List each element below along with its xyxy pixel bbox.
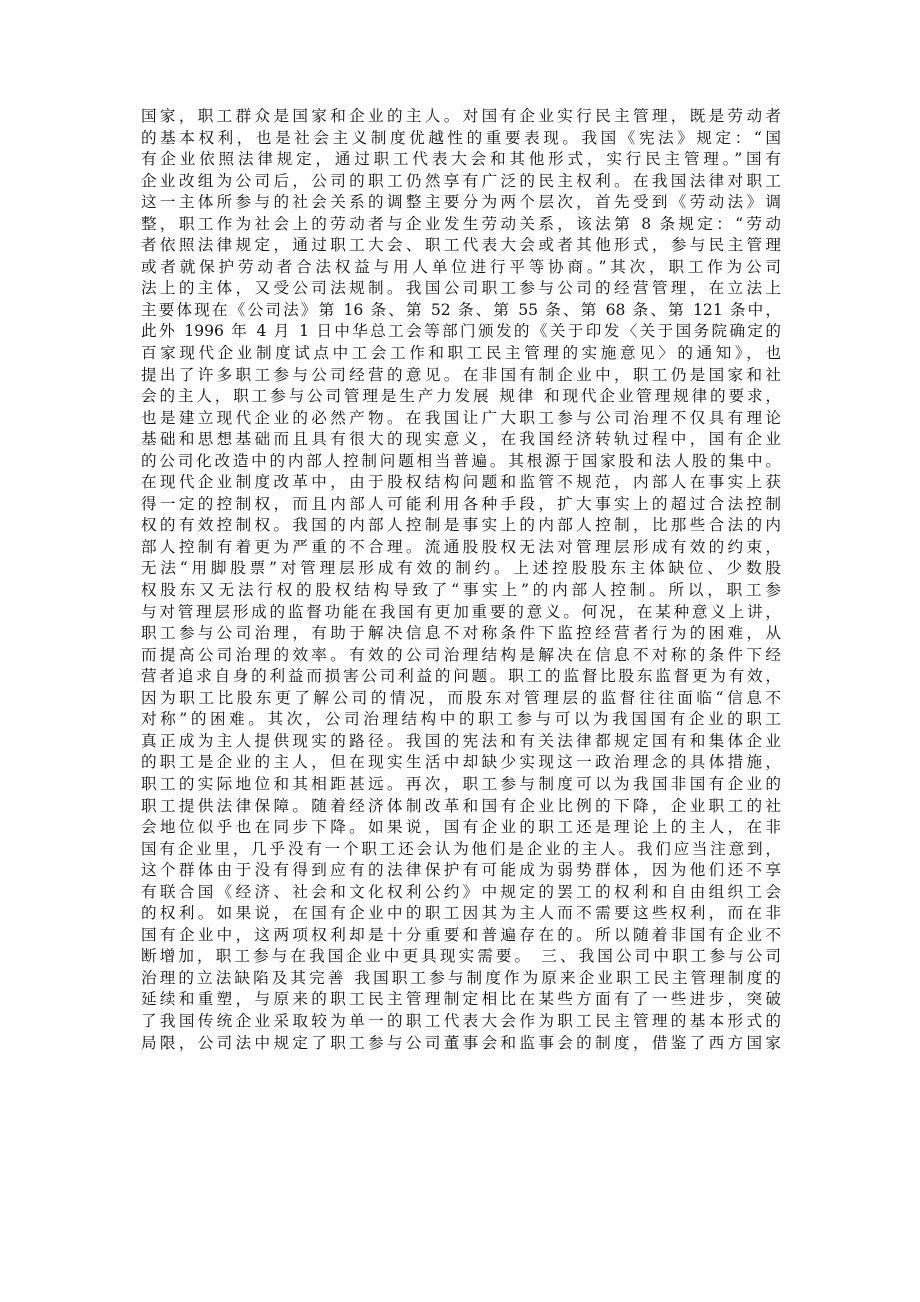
text-line: 了我国传统企业采取较为单一的职工代表大会作为职工民主管理的基本形式的	[141, 1011, 781, 1030]
text-line: 对称”的困难。其次，公司治理结构中的职工参与可以为我国国有企业的职工	[141, 710, 781, 729]
text-line: 部人控制有着更为严重的不合理。流通股股权无法对管理层形成有效的约束，	[141, 537, 781, 556]
text-line: 的公司化改造中的内部人控制问题相当普遍。其根源于国家股和法人股的集中。	[141, 451, 781, 470]
text-line: 法上的主体，又受公司法规制。我国公司职工参与公司的经营管理，在立法上	[141, 279, 781, 298]
text-line: 提出了许多职工参与公司经营的意见。在非国有制企业中，职工仍是国家和社	[141, 365, 781, 384]
text-line: 延续和重塑，与原来的职工民主管理制定相比在某些方面有了一些进步，突破	[141, 990, 781, 1009]
text-line: 百家现代企业制度试点中工会工作和职工民主管理的实施意见〉的通知》，也	[141, 344, 781, 363]
text-line: 企业改组为公司后，公司的职工仍然享有广泛的民主权利。在我国法律对职工	[141, 171, 781, 190]
text-line: 真正成为主人提供现实的路径。我国的宪法和有关法律都规定国有和集体企业	[141, 731, 781, 750]
text-line: 主要体现在《公司法》第 16 条、第 52 条、第 55 条、第 68 条、第 121 条中，	[141, 300, 781, 319]
text-line: 有企业依照法律规定，通过职工代表大会和其他形式，实行民主管理。”国有	[141, 150, 781, 169]
text-line: 这一主体所参与的社会关系的调整主要分为两个层次，首先受到《劳动法》调	[141, 193, 781, 212]
text-line: 基础和思想基础而且具有很大的现实意义，在我国经济转轨过程中，国有企业	[141, 430, 781, 449]
text-line: 会地位似乎也在同步下降。如果说，国有企业的职工还是理论上的主人，在非	[141, 818, 781, 837]
text-line: 的基本权利，也是社会主义制度优越性的重要表现。我国《宪法》规定：“国	[141, 128, 781, 147]
text-line: 与对管理层形成的监督功能在我国有更加重要的意义。何况，在某种意义上讲，	[141, 602, 781, 621]
text-line: 营者追求自身的利益而损害公司利益的问题。职工的监督比股东监督更为有效，	[141, 667, 781, 686]
text-line: 职工提供法律保障。随着经济体制改革和国有企业比例的下降，企业职工的社	[141, 796, 781, 815]
text-line: 治理的立法缺陷及其完善 我国职工参与制度作为原来企业职工民主管理制度的	[141, 968, 781, 987]
text-line: 在现代企业制度改革中，由于股权结构问题和监管不规范，内部人在事实上获	[141, 473, 781, 492]
text-line: 者依照法律规定，通过职工大会、职工代表大会或者其他形式，参与民主管理	[141, 236, 781, 255]
body-text	[141, 106, 781, 1054]
text-line: 这个群体由于没有得到应有的法律保护有可能成为弱势群体，因为他们还不享	[141, 861, 781, 880]
text-line: 职工参与公司治理，有助于解决信息不对称条件下监控经营者行为的困难，从	[141, 624, 781, 643]
text-line: 整，职工作为社会上的劳动者与企业发生劳动关系，该法第 8 条规定：“劳动	[141, 214, 781, 233]
text-line: 因为职工比股东更了解公司的情况，而股东对管理层的监督往往面临“信息不	[141, 688, 781, 707]
text-line: 权股东又无法行权的股权结构导致了“事实上”的内部人控制。所以，职工参	[141, 581, 781, 600]
text-line: 的权利。如果说，在国有企业中的职工因其为主人而不需要这些权利，而在非	[141, 904, 781, 923]
text-line: 国家，职工群众是国家和企业的主人。对国有企业实行民主管理，既是劳动者	[141, 107, 781, 125]
text-line: 会的主人，职工参与公司管理是生产力发展 规律 和现代企业管理规律的要求，	[141, 387, 781, 406]
text-line: 权的有效控制权。我国的内部人控制是事实上的内部人控制，比那些合法的内	[141, 516, 781, 535]
text-line: 断增加，职工参与在我国企业中更具现实需要。 三、我国公司中职工参与公司	[141, 947, 781, 966]
text-line: 也是建立现代企业的必然产物。在我国让广大职工参与公司治理不仅具有理论	[141, 408, 781, 427]
text-line: 此外 1996 年 4 月 1 日中华总工会等部门颁发的《关于印发〈关于国务院确定的	[141, 322, 781, 341]
text-line: 无法“用脚股票”对管理层形成有效的制约。上述控股股东主体缺位、少数股	[141, 559, 781, 578]
text-line: 得一定的控制权，而且内部人可能利用各种手段，扩大事实上的超过合法控制	[141, 494, 781, 513]
text-line: 国有企业中，这两项权利却是十分重要和普遍存在的。所以随着非国有企业不	[141, 925, 781, 944]
text-line: 的职工是企业的主人，但在现实生活中却缺少实现这一政治理念的具体措施，	[141, 753, 781, 772]
text-line: 有联合国《经济、社会和文化权利公约》中规定的罢工的权利和自由组织工会	[141, 882, 781, 901]
text-line: 国有企业里，几乎没有一个职工还会认为他们是企业的主人。我们应当注意到，	[141, 839, 781, 858]
text-line: 职工的实际地位和其相距甚远。再次，职工参与制度可以为我国非国有企业的	[141, 774, 781, 793]
text-line: 局限，公司法中规定了职工参与公司董事会和监事会的制度，借鉴了西方国家	[141, 1033, 781, 1052]
text-line: 或者就保护劳动者合法权益与用人单位进行平等协商。”其次，职工作为公司	[141, 257, 781, 276]
text-line: 而提高公司治理的效率。有效的公司治理结构是解决在信息不对称的条件下经	[141, 645, 781, 664]
